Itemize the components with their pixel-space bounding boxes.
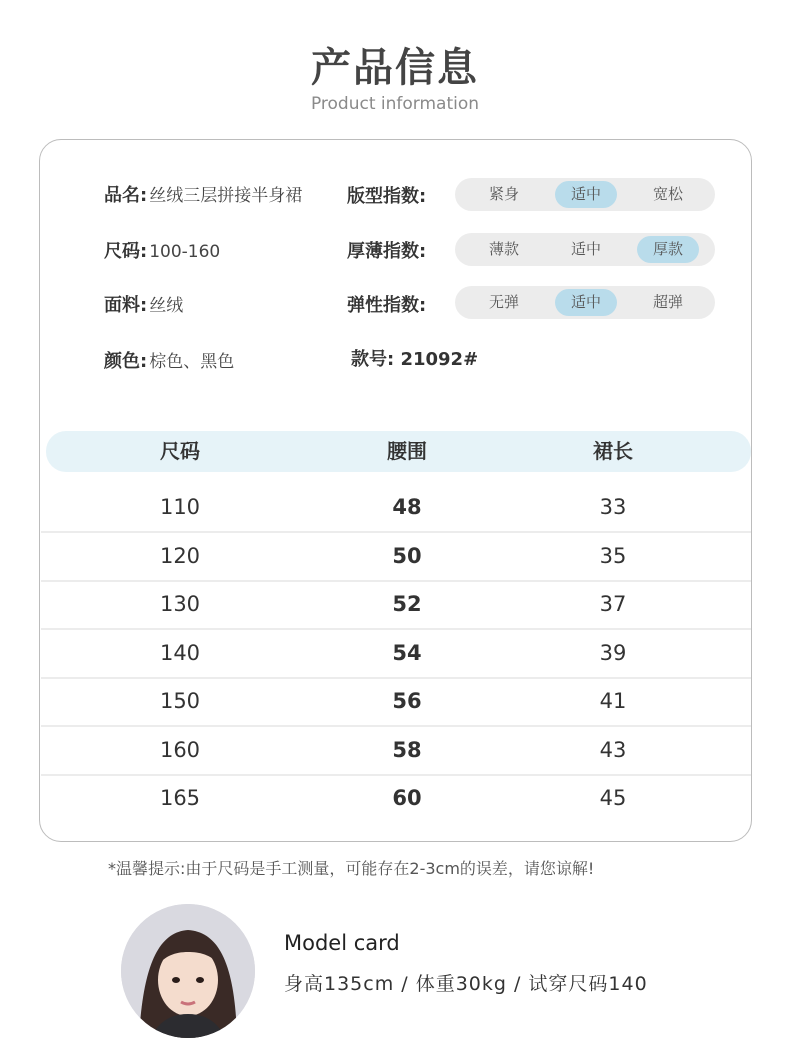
cell-length: 33 [599,495,627,519]
header-waist: 腰围 [387,439,427,463]
table-row [41,483,751,533]
style-number: 款号: 21092# [351,349,479,370]
model-card-title: Model card [284,931,400,955]
cell-size: 140 [159,640,201,665]
cell-waist: 58 [392,737,422,762]
table-row [41,726,751,776]
fit-option-2: 适中 [555,181,617,208]
info-size [104,237,220,263]
cell-size: 120 [159,543,201,568]
fabric-label: 面料: [104,295,148,316]
table-row [41,774,751,822]
header-length: 裙长 [593,439,633,463]
cell-length: 37 [599,592,627,616]
thickness-index-label: 厚薄指数: [347,241,427,262]
cell-waist: 52 [392,592,422,616]
fit-option-3: 宽松 [652,185,683,203]
thickness-option-3: 厚款 [637,236,699,263]
elasticity-index-label: 弹性指数: [347,295,427,316]
elasticity-index-selector [455,286,715,319]
page-subtitle: Product information [310,94,480,114]
page-title: 产品信息 [311,45,479,91]
fit-index-label: 版型指数: [347,186,427,207]
cell-size: 160 [159,737,201,762]
cell-waist: 54 [392,640,422,665]
fit-index-selector [455,178,715,211]
thickness-option-1: 薄款 [488,240,519,258]
name-value: 丝绒三层拼接半身裙 [149,186,303,206]
table-row [41,532,751,582]
model-portrait-image [121,904,255,1038]
name-label: 品名: [104,185,148,206]
info-color [104,347,234,373]
cell-waist: 50 [392,543,422,568]
thickness-option-2: 适中 [570,240,601,258]
color-label: 颜色: [104,351,148,372]
cell-length: 43 [599,737,627,762]
model-card-info: 身高135cm / 体重30kg / 试穿尺码140 [284,973,648,995]
table-row [41,677,751,727]
measurement-note: *温馨提示:由于尺码是手工测量，可能存在2-3cm的误差，请您谅解! [108,859,595,878]
elasticity-option-2: 适中 [555,289,617,316]
size-label: 尺码: [104,241,148,262]
thickness-index-selector [455,233,715,266]
cell-length: 35 [599,543,627,568]
cell-size: 150 [159,689,201,713]
table-row [41,580,751,630]
fit-option-1: 紧身 [488,185,519,203]
cell-length: 39 [599,640,627,665]
size-value: 100-160 [149,242,221,262]
cell-length: 45 [599,786,627,810]
cell-waist: 48 [392,495,422,519]
elasticity-option-3: 超弹 [652,293,683,311]
cell-length: 41 [599,689,627,713]
cell-waist: 60 [392,786,422,810]
fabric-value: 丝绒 [149,296,184,316]
color-value: 棕色、黑色 [149,352,235,372]
info-name [104,181,302,207]
cell-size: 165 [159,786,201,810]
table-row [41,629,751,679]
elasticity-option-1: 无弹 [488,293,519,311]
size-table-header [46,431,751,472]
cell-size: 110 [159,495,201,519]
model-avatar [121,904,255,1038]
cell-waist: 56 [392,689,422,713]
cell-size: 130 [159,592,201,616]
header-size: 尺码 [160,439,200,463]
info-fabric [104,291,183,317]
